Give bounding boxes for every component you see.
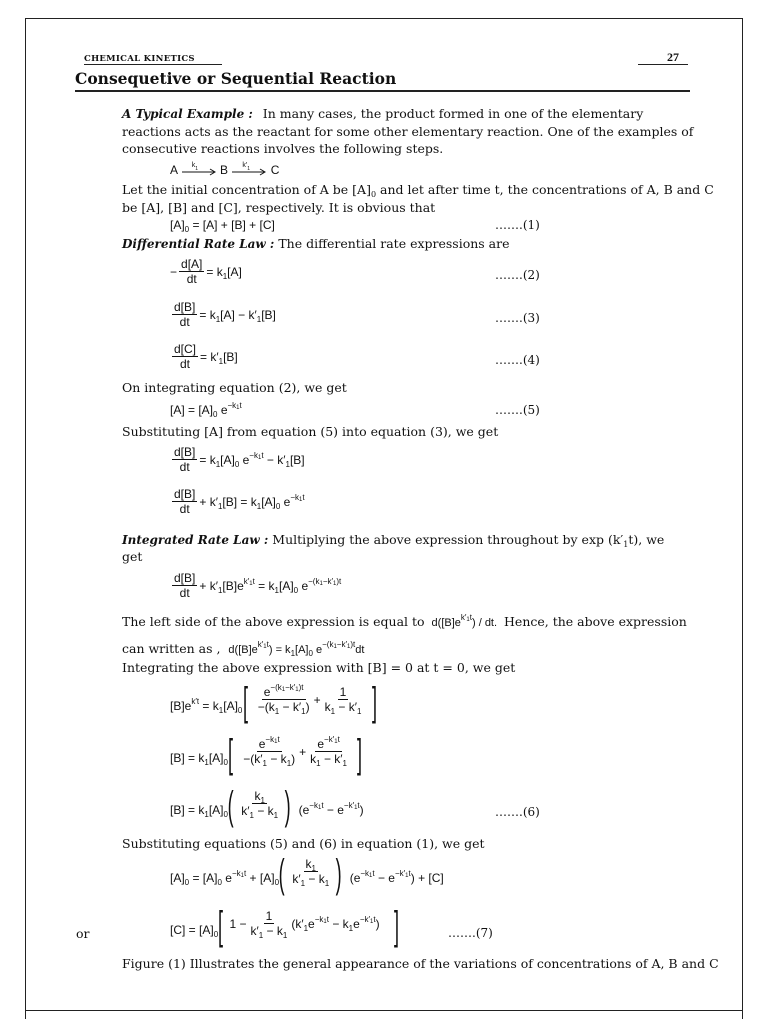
substituting-2-text: Substituting equations (5) and (6) in equation (1), we get (122, 836, 485, 851)
figure-paragraph: Figure (1) Illustrates the general appearance of the variations of concentrations of A, B and C (122, 956, 719, 971)
equation-1: $[A]_0 = [A] + [B] + [C]$ (170, 218, 275, 234)
page-number: 27 (667, 50, 679, 64)
integ-text: Multiplying the above expression throughout by exp (k′ (272, 532, 624, 547)
species-a: A (170, 163, 178, 177)
equation-6: $[B] = k_1[A]_0$ ( $\frac{k_1}{k'_1 - k_1}$ ) $(e^{-k_1t} - e^{-k'_1t})$ (170, 784, 364, 828)
species-b: B (220, 163, 229, 177)
eq-number-7: …….(7) (448, 926, 493, 940)
integrated-rate-law-line-2: get (122, 549, 143, 564)
bottom-rule (25, 1010, 742, 1011)
eq-number-1: …….(1) (495, 218, 540, 232)
equation-bracket-1: $[B]e^{k't} = k_1[A]_0$ [ $\frac{e^{-(k_1-k'_1)t}}{-(k_1 - k'_1)}$ + $\frac{1}{k_1 - k'_1}$ ] (170, 680, 377, 724)
equation-4: $\frac{d[C]}{dt}$ = $k'_1[B]$ (174, 342, 238, 371)
header-underline (84, 64, 222, 65)
equation-2: − $\frac{d[A]}{dt}$ = $k_1[A]$ (170, 257, 242, 286)
integrating-paragraph: Integrating the above expression with [B] = 0 at t = 0, we get (122, 660, 516, 675)
eq-number-4: …….(4) (495, 353, 540, 367)
eq-number-2: …….(2) (495, 268, 540, 282)
diff-heading: Differential Rate Law : (122, 237, 275, 251)
species-c: C (270, 163, 280, 177)
intro-lead: A Typical Example : (122, 107, 253, 121)
initial-conc-line-2: be [A], [B] and [C], respectively. It is obvious that (122, 200, 436, 215)
initial-conc-line-1: Let the initial concentration of A be $[A]_0$ and let after time t, the concentrations of A, B and C (122, 182, 714, 199)
intro-line-2: reactions acts as the reactant for some other elementary reaction. One of the examples of (122, 124, 694, 139)
on-integrating-text: On integrating equation (2), we get (122, 380, 347, 395)
reaction-scheme (170, 163, 279, 178)
can-written-paragraph: can written as , $d([B]e^{k'_1t}) = k_1[A]_0$ $e^{-(k_1-k'_1)t}dt$ (122, 640, 365, 658)
differential-rate-law (122, 236, 510, 252)
left-side-paragraph: The left side of the above expression is equal to $d([B]e^{k'_1t})$ / dt. Hence, the above expression (122, 613, 687, 629)
integrated-rate-law: Integrated Rate Law : Multiplying the above expression throughout by $\exp (k'_1t)$, we (122, 532, 665, 549)
title-rule (75, 90, 690, 92)
page-number-underline (638, 64, 688, 65)
equation-substituted-b: $\frac{d[B]}{dt}$ + $k'_1[B] = k_1[A]_0$ $e^{-k_1t}$ (174, 487, 305, 516)
integ-heading: Integrated Rate Law : (122, 533, 269, 547)
equation-7: $[C] = [A]_0$ [ 1 − $\frac{1}{k'_1 - k_1}$ $(k'_1e^{-k_1t} - k_1e^{-k'_1t})$ ] (170, 904, 400, 948)
equation-multiplied: $\frac{d[B]}{dt}$ + $k'_1[B]e^{k'_1t} = k_1[A]_0$ $e^{-(k_1-k'_1)t}$ (174, 571, 342, 600)
equation-substituted-a: $\frac{d[B]}{dt}$ = $k_1[A]_0$ $e^{-k_1t} - k'_1[B]$ (174, 445, 305, 474)
eq-number-3: …….(3) (495, 311, 540, 325)
page-title: Consequetive or Sequential Reaction (75, 69, 397, 88)
or-label: or (76, 926, 90, 941)
eq-number-6: …….(6) (495, 805, 540, 819)
intro-text: In many cases, the product formed in one of the elementary (262, 106, 644, 121)
arrow-k2: $k'_1$ (231, 164, 267, 178)
equation-bracket-2: $[B] = k_1[A]_0$ [ $\frac{e^{-k_1t}}{-(k'_1 - k_1)}$ + $\frac{e^{-k'_1t}}{k_1 - k'_1}$ ] (170, 732, 363, 776)
equation-combined: $[A]_0 = [A]_0$ $e^{-k_1t} + [A]_0$ ( $\frac{k_1}{k'_1 - k_1}$ ) $(e^{-k_1t} - e^{-k'_1t}) + [C]$ (170, 852, 444, 896)
running-header: CHEMICAL KINETICS (84, 54, 195, 64)
intro-line-3: consecutive reactions involves the following steps. (122, 141, 444, 156)
eq-number-5: …….(5) (495, 403, 540, 417)
equation-5: $[A] = [A]_0$ $e^{-k_1t}$ (170, 401, 242, 419)
intro-paragraph (122, 106, 643, 122)
equation-3: $\frac{d[B]}{dt}$ = $k_1[A] - k'_1[B]$ (174, 300, 276, 329)
arrow-k1: $k_1$ (181, 164, 217, 178)
diff-text: The differential rate expressions are (278, 236, 510, 251)
substituting-text: Substituting [A] from equation (5) into equation (3), we get (122, 424, 499, 439)
